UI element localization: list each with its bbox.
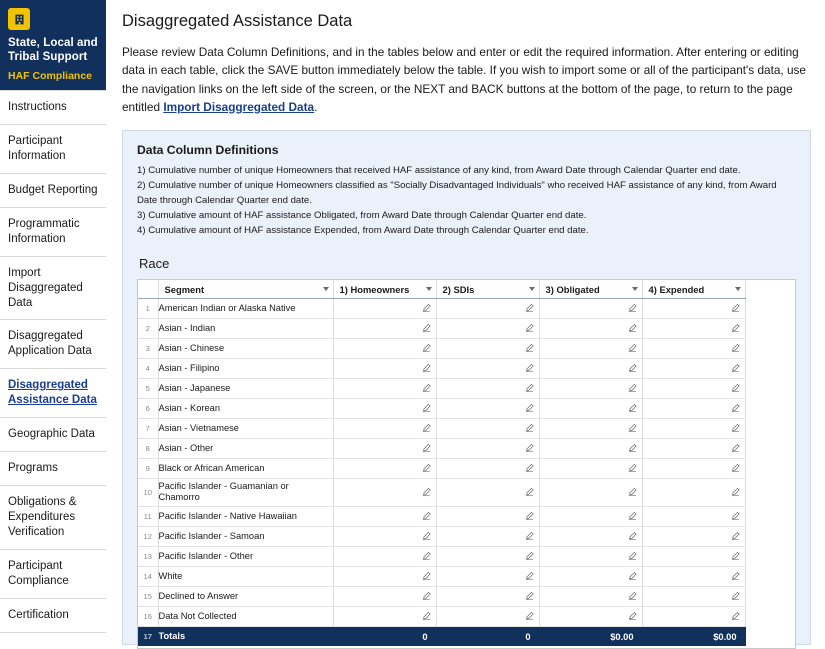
- segment-cell: Asian - Korean: [158, 398, 333, 418]
- sdis-cell[interactable]: [436, 378, 539, 398]
- totals-expended: $0.00: [642, 626, 745, 646]
- segment-cell: Pacific Islander - Samoan: [158, 526, 333, 546]
- sdis-cell[interactable]: [436, 338, 539, 358]
- expended-cell[interactable]: [642, 318, 745, 338]
- obligated-cell[interactable]: [539, 338, 642, 358]
- expended-cell[interactable]: [642, 458, 745, 478]
- column-header-homeowners[interactable]: [333, 280, 436, 298]
- expended-cell[interactable]: [642, 418, 745, 438]
- intro-text-before: Please review Data Column Definitions, and in the tables below and enter or edit the required information. After entering or editing data in each table, click the SAVE button immediately below the table. If you wish to import some or all of the participant's data, use the navigation links on the left side of the screen, or the NEXT and BACK buttons at the bottom of the page, to return to the page entitled: [122, 45, 806, 114]
- definition-line-3: 3) Cumulative amount of HAF assistance Obligated, from Award Date through Calendar Quarter end date.: [137, 209, 587, 221]
- column-header-segment-label: Segment: [164, 283, 205, 295]
- table-row: [138, 358, 745, 378]
- homeowners-cell[interactable]: [333, 358, 436, 378]
- totals-row: [138, 626, 745, 646]
- homeowners-cell[interactable]: [333, 318, 436, 338]
- column-header-expended[interactable]: [642, 280, 745, 298]
- table-row: [138, 478, 745, 506]
- sdis-cell[interactable]: [436, 418, 539, 438]
- row-number: 9: [138, 458, 158, 478]
- segment-cell: Asian - Filipino: [158, 358, 333, 378]
- race-table: [138, 280, 746, 646]
- sidebar-item-programs[interactable]: Programs: [0, 452, 106, 486]
- table-row: [138, 526, 745, 546]
- data-panel: [122, 130, 811, 645]
- sdis-cell[interactable]: [436, 318, 539, 338]
- column-header-expended-label: 4) Expended: [648, 283, 705, 295]
- sidebar-item-instructions[interactable]: Instructions: [0, 90, 106, 125]
- expended-cell[interactable]: [642, 566, 745, 586]
- obligated-cell[interactable]: [539, 398, 642, 418]
- row-number: 14: [138, 566, 158, 586]
- sdis-cell[interactable]: [436, 526, 539, 546]
- definition-line-2: 2) Cumulative number of unique Homeowners classified as "Socially Disadvantaged Individuals" who received HAF assistance of any kind, from Award Date through Calendar Quarter end date.: [137, 179, 777, 206]
- rownum-header: [138, 280, 158, 298]
- segment-cell: American Indian or Alaska Native: [158, 298, 333, 318]
- sidebar-item-obligations-expenditures-verification[interactable]: Obligations & Expenditures Verification: [0, 486, 106, 550]
- segment-cell: Black or African American: [158, 458, 333, 478]
- sdis-cell[interactable]: [436, 566, 539, 586]
- expended-cell[interactable]: [642, 298, 745, 318]
- obligated-cell[interactable]: [539, 458, 642, 478]
- brand-header: [0, 0, 106, 90]
- segment-cell: Pacific Islander - Other: [158, 546, 333, 566]
- expended-cell[interactable]: [642, 378, 745, 398]
- sdis-cell[interactable]: [436, 438, 539, 458]
- column-header-segment[interactable]: [158, 280, 333, 298]
- sidebar-item-participant-compliance[interactable]: Participant Compliance: [0, 550, 106, 599]
- table-row: [138, 546, 745, 566]
- obligated-cell[interactable]: [539, 298, 642, 318]
- segment-cell: Declined to Answer: [158, 586, 333, 606]
- row-number: 7: [138, 418, 158, 438]
- sidebar-item-geographic-data[interactable]: Geographic Data: [0, 418, 106, 452]
- sdis-cell[interactable]: [436, 606, 539, 626]
- homeowners-cell[interactable]: [333, 566, 436, 586]
- obligated-cell[interactable]: [539, 566, 642, 586]
- expended-cell[interactable]: [642, 526, 745, 546]
- totals-row-number: 17: [138, 626, 158, 646]
- table-row: [138, 378, 745, 398]
- segment-cell: Data Not Collected: [158, 606, 333, 626]
- homeowners-cell[interactable]: [333, 338, 436, 358]
- homeowners-cell[interactable]: [333, 398, 436, 418]
- row-number: 4: [138, 358, 158, 378]
- table-row: [138, 418, 745, 438]
- expended-cell[interactable]: [642, 398, 745, 418]
- expended-cell[interactable]: [642, 478, 745, 506]
- row-number: 2: [138, 318, 158, 338]
- race-table-container: [137, 279, 796, 649]
- table-row: [138, 586, 745, 606]
- sdis-cell[interactable]: [436, 506, 539, 526]
- row-number: 16: [138, 606, 158, 626]
- homeowners-cell[interactable]: [333, 298, 436, 318]
- chevron-down-icon[interactable]: [632, 287, 638, 291]
- sidebar-item-import-disaggregated-data[interactable]: Import Disaggregated Data: [0, 257, 106, 321]
- homeowners-cell[interactable]: [333, 546, 436, 566]
- sidebar: [0, 0, 106, 631]
- sdis-cell[interactable]: [436, 586, 539, 606]
- homeowners-cell[interactable]: [333, 458, 436, 478]
- intro-paragraph: [122, 43, 811, 116]
- table-row: [138, 606, 745, 626]
- segment-cell: Pacific Islander - Native Hawaiian: [158, 506, 333, 526]
- totals-homeowners: 0: [333, 626, 436, 646]
- sidebar-nav: [0, 90, 106, 633]
- definition-line-1: 1) Cumulative number of unique Homeowners that received HAF assistance of any kind, from Award Date through Calendar Quarter end date.: [137, 165, 741, 177]
- homeowners-cell[interactable]: [333, 526, 436, 546]
- homeowners-cell[interactable]: [333, 606, 436, 626]
- homeowners-cell[interactable]: [333, 418, 436, 438]
- obligated-cell[interactable]: [539, 318, 642, 338]
- table-row: [138, 318, 745, 338]
- row-number: 10: [138, 478, 158, 506]
- obligated-cell[interactable]: [539, 418, 642, 438]
- main-content: [106, 0, 825, 642]
- brand-subtitle: HAF Compliance: [8, 69, 93, 82]
- sdis-cell[interactable]: [436, 458, 539, 478]
- segment-cell: Asian - Chinese: [158, 338, 333, 358]
- sdis-cell[interactable]: [436, 478, 539, 506]
- column-header-sdis-label: 2) SDIs: [442, 283, 475, 295]
- column-header-homeowners-label: 1) Homeowners: [339, 283, 410, 295]
- row-number: 15: [138, 586, 158, 606]
- chevron-down-icon[interactable]: [323, 287, 329, 291]
- table-row: [138, 506, 745, 526]
- chevron-down-icon[interactable]: [529, 287, 535, 291]
- expended-cell[interactable]: [642, 338, 745, 358]
- obligated-cell[interactable]: [539, 586, 642, 606]
- homeowners-cell[interactable]: [333, 586, 436, 606]
- column-header-obligated[interactable]: [539, 280, 642, 298]
- homeowners-cell[interactable]: [333, 378, 436, 398]
- table-row: [138, 298, 745, 318]
- import-disaggregated-data-link[interactable]: Import Disaggregated Data: [163, 99, 315, 114]
- row-number: 1: [138, 298, 158, 318]
- intro-text-after: .: [314, 99, 318, 114]
- row-number: 13: [138, 546, 158, 566]
- sdis-cell[interactable]: [436, 546, 539, 566]
- homeowners-cell[interactable]: [333, 438, 436, 458]
- expended-cell[interactable]: [642, 586, 745, 606]
- segment-cell: Asian - Vietnamese: [158, 418, 333, 438]
- column-header-sdis[interactable]: [436, 280, 539, 298]
- sdis-cell[interactable]: [436, 358, 539, 378]
- totals-label: Totals: [158, 626, 333, 646]
- table-row: [138, 458, 745, 478]
- expended-cell[interactable]: [642, 546, 745, 566]
- obligated-cell[interactable]: [539, 546, 642, 566]
- table-row: [138, 338, 745, 358]
- expended-cell[interactable]: [642, 506, 745, 526]
- sidebar-item-certification[interactable]: Certification: [0, 599, 106, 633]
- definition-line-4: 4) Cumulative amount of HAF assistance Expended, from Award Date through Calendar Quarter end date.: [137, 224, 589, 236]
- homeowners-cell[interactable]: [333, 506, 436, 526]
- race-section-title: Race: [139, 256, 170, 272]
- segment-cell: Pacific Islander - Guamanian or Chamorro: [158, 478, 333, 506]
- expended-cell[interactable]: [642, 358, 745, 378]
- table-body: [138, 298, 745, 646]
- definitions-title: Data Column Definitions: [137, 143, 279, 158]
- row-number: 12: [138, 526, 158, 546]
- chevron-down-icon[interactable]: [735, 287, 741, 291]
- totals-obligated: $0.00: [539, 626, 642, 646]
- sdis-cell[interactable]: [436, 398, 539, 418]
- expended-cell[interactable]: [642, 606, 745, 626]
- row-number: 8: [138, 438, 158, 458]
- row-number: 11: [138, 506, 158, 526]
- row-number: 5: [138, 378, 158, 398]
- expended-cell[interactable]: [642, 438, 745, 458]
- obligated-cell[interactable]: [539, 358, 642, 378]
- obligated-cell[interactable]: [539, 438, 642, 458]
- segment-cell: White: [158, 566, 333, 586]
- sidebar-item-budget-reporting[interactable]: Budget Reporting: [0, 174, 106, 208]
- table-row: [138, 566, 745, 586]
- table-row: [138, 398, 745, 418]
- segment-cell: Asian - Other: [158, 438, 333, 458]
- page-title: Disaggregated Assistance Data: [122, 12, 353, 30]
- building-icon: [8, 8, 30, 30]
- row-number: 3: [138, 338, 158, 358]
- brand-title: State, Local and Tribal Support: [8, 37, 98, 64]
- table-row: [138, 438, 745, 458]
- sidebar-item-programmatic-information[interactable]: Programmatic Information: [0, 208, 106, 257]
- obligated-cell[interactable]: [539, 526, 642, 546]
- homeowners-cell[interactable]: [333, 478, 436, 506]
- segment-cell: Asian - Indian: [158, 318, 333, 338]
- sdis-cell[interactable]: [436, 298, 539, 318]
- sidebar-item-disaggregated-application-data[interactable]: Disaggregated Application Data: [0, 320, 106, 369]
- obligated-cell[interactable]: [539, 478, 642, 506]
- chevron-down-icon[interactable]: [426, 287, 432, 291]
- column-header-obligated-label: 3) Obligated: [545, 283, 600, 295]
- row-number: 6: [138, 398, 158, 418]
- sidebar-item-disaggregated-assistance-data[interactable]: Disaggregated Assistance Data: [0, 369, 106, 418]
- sidebar-item-participant-information[interactable]: Participant Information: [0, 125, 106, 174]
- table-header-row: [138, 280, 745, 298]
- segment-cell: Asian - Japanese: [158, 378, 333, 398]
- obligated-cell[interactable]: [539, 506, 642, 526]
- obligated-cell[interactable]: [539, 606, 642, 626]
- totals-sdis: 0: [436, 626, 539, 646]
- obligated-cell[interactable]: [539, 378, 642, 398]
